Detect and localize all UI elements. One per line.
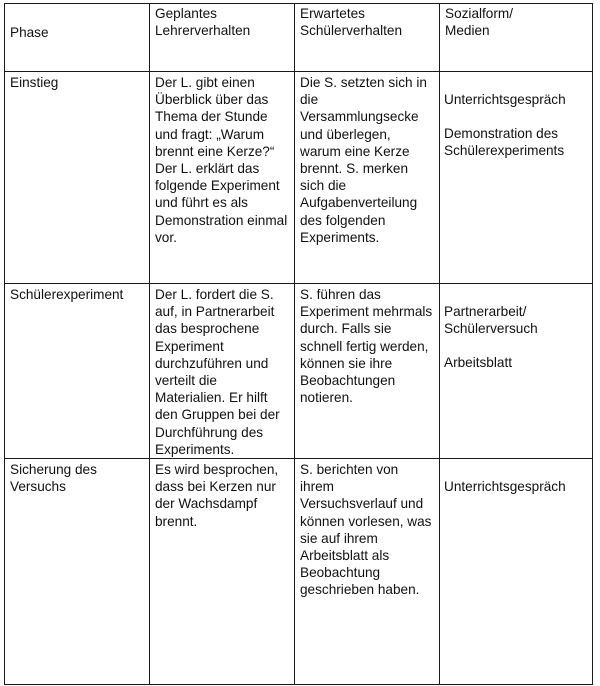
table-row (5, 459, 593, 685)
lehrer-cell: Es wird besprochen, dass bei Kerzen nur der Wachsdampf brennt. (150, 459, 295, 685)
schueler-cell: Die S. setzten sich in die Versammlungsecke und überlegen, warum eine Kerze brennt. S. merken sich die Aufgabenverteilung des folgenden Experiments. (295, 72, 440, 284)
medien-item: Partnerarbeit/ Schülerversuch (444, 304, 538, 337)
lehrer-cell: Der L. fordert die S. auf, in Partnerarbeit das besprochene Experiment durchzuführen und verteilt die Materialien. Er hilft den Gruppen bei der Durchführung des Experiments. (150, 284, 295, 459)
medien-item: Unterrichtsgespräch (444, 479, 566, 495)
header-phase: Phase (5, 4, 150, 72)
schueler-cell: S. berichten von ihrem Versuchsverlauf und können vorlesen, was sie auf ihrem Arbeitsblatt als Beobachtung geschrieben haben. (295, 459, 440, 685)
spacer (444, 286, 587, 303)
header-row (5, 4, 593, 72)
spacer (444, 461, 587, 478)
medien-cell (440, 284, 593, 459)
spacer (444, 108, 587, 125)
medien-item: Arbeitsblatt (444, 355, 513, 371)
medien-item: Unterrichtsgespräch (444, 92, 566, 107)
phase-cell: Sicherung des Versuchs (5, 459, 150, 685)
phase-cell: Einstieg (5, 72, 150, 284)
spacer (444, 337, 587, 354)
lehrer-cell: Der L. gibt einen Überblick über das Thema der Stunde und fragt: „Warum brennt eine Kerze?“ Der L. erklärt das folgende Experiment und führt es als Demonstration einmal vor. (150, 72, 295, 284)
medien-cell (440, 459, 593, 685)
phase-cell: Schülerexperiment (5, 284, 150, 459)
medien-item: Demonstration des Schülerexperiments (444, 126, 565, 159)
lesson-plan-table (4, 3, 593, 685)
spacer (444, 74, 587, 91)
header-sozialform-medien: Sozialform/ Medien (440, 4, 593, 72)
header-lehrerverhalten: Geplantes Lehrerverhalten (150, 4, 295, 72)
table-row (5, 284, 593, 459)
medien-cell (440, 72, 593, 284)
table-row (5, 72, 593, 284)
header-schuelerverhalten: Erwartetes Schülerverhalten (295, 4, 440, 72)
schueler-cell: S. führen das Experiment mehrmals durch. Falls sie schnell fertig werden, können sie ihre Beobachtungen notieren. (295, 284, 440, 459)
